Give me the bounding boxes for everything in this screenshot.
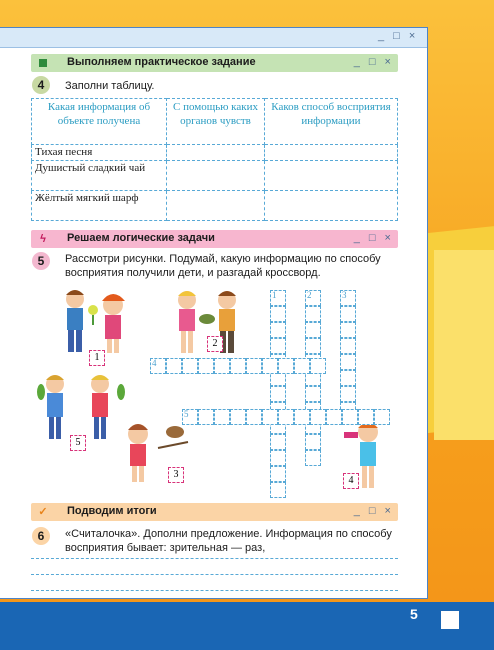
task-4-number: 4 [32, 76, 50, 94]
task-5-instruction: Рассмотри рисунки. Подумай, какую информацию по способу восприятия получили дети, и разгадай кроссворд. [65, 253, 381, 279]
crossword-cell[interactable] [270, 450, 286, 466]
table-cell-empty[interactable] [265, 191, 398, 221]
task-6-number: 6 [32, 527, 50, 545]
crossword-number: 2 [307, 290, 312, 300]
table-header: Какая информация об объекте получена [32, 99, 167, 145]
section-summary-title: Подводим итоги [67, 505, 157, 517]
crossword-number: 3 [342, 290, 347, 300]
crossword-cell[interactable] [342, 409, 358, 425]
crossword-cell[interactable] [294, 358, 310, 374]
window-titlebar [0, 28, 427, 48]
picture-label: 3 [168, 467, 184, 483]
section-logic-controls[interactable]: _ □ × [353, 232, 394, 244]
table-cell-empty[interactable] [265, 145, 398, 161]
crossword-cell[interactable] [214, 409, 230, 425]
section-logic-title: Решаем логические задачи [67, 232, 215, 244]
lightning-icon: ϟ [40, 233, 46, 245]
textbook-window [0, 27, 428, 599]
crossword-cell[interactable] [340, 322, 356, 338]
crossword-cell[interactable] [278, 409, 294, 425]
crossword-cell[interactable] [270, 338, 286, 354]
crossword-cell[interactable] [340, 370, 356, 386]
table-header: С помощью каких органов чувств [167, 99, 265, 145]
section-summary [31, 503, 398, 521]
crossword-cell[interactable] [270, 434, 286, 450]
checkmark-icon: ✓ [38, 506, 48, 518]
task-5-number: 5 [32, 252, 50, 270]
crossword-number: 1 [272, 290, 277, 300]
crossword-cell[interactable] [246, 358, 262, 374]
crossword-cell[interactable] [166, 358, 182, 374]
table-header: Каков способ восприятия информации [265, 99, 398, 145]
picture-label: 2 [207, 336, 223, 352]
task-6-text: «Считалочка». Дополни предложение. Информация по способу восприятия бывает: зрительная — раз, [65, 528, 392, 554]
crossword-cell[interactable] [305, 338, 321, 354]
crossword-cell[interactable] [230, 358, 246, 374]
crossword-cell[interactable] [305, 450, 321, 466]
picture-label: 4 [343, 473, 359, 489]
children-smelling-flowers-illustration [45, 285, 155, 360]
crossword-cell[interactable] [305, 434, 321, 450]
answer-line[interactable] [31, 590, 398, 591]
page-square-marker [441, 611, 459, 629]
crossword-cell[interactable] [310, 409, 326, 425]
crossword-cell[interactable] [198, 409, 214, 425]
crossword-cell[interactable] [326, 409, 342, 425]
crossword-cell[interactable] [374, 409, 390, 425]
crossword-number: 5 [184, 409, 189, 419]
table-cell-empty[interactable] [265, 161, 398, 191]
picture-label: 5 [70, 435, 86, 451]
answer-line[interactable] [31, 574, 398, 575]
crossword-cell[interactable] [358, 409, 374, 425]
table-row-label: Душистый сладкий чай [32, 161, 167, 191]
crossword-cell[interactable] [182, 358, 198, 374]
table-cell-empty[interactable] [167, 161, 265, 191]
square-icon [37, 57, 49, 69]
section-summary-controls[interactable]: _ □ × [353, 505, 394, 517]
section-logic [31, 230, 398, 248]
page-number: 5 [410, 606, 418, 622]
crossword-cell[interactable] [305, 322, 321, 338]
crossword-cell[interactable] [310, 358, 326, 374]
crossword-cell[interactable] [278, 358, 294, 374]
task-4-instruction: Заполни таблицу. [65, 80, 155, 92]
crossword-cell[interactable] [340, 338, 356, 354]
table-cell-empty[interactable] [167, 191, 265, 221]
section-practical-controls[interactable]: _ □ × [353, 56, 394, 68]
section-practical-title: Выполняем практическое задание [67, 56, 256, 68]
crossword-cell[interactable] [270, 322, 286, 338]
crossword-cell[interactable] [214, 358, 230, 374]
section-practical [31, 54, 398, 72]
crossword-cell[interactable] [305, 386, 321, 402]
crossword-cell[interactable] [198, 358, 214, 374]
crossword-cell[interactable] [270, 482, 286, 498]
bottom-bar [0, 602, 494, 650]
crossword-cell[interactable] [340, 386, 356, 402]
crossword-cell[interactable] [230, 409, 246, 425]
crossword-cell[interactable] [305, 306, 321, 322]
crossword-cell[interactable] [340, 306, 356, 322]
crossword-cell[interactable] [294, 409, 310, 425]
crossword-cell[interactable] [262, 409, 278, 425]
crossword-cell[interactable] [270, 466, 286, 482]
crossword-cell[interactable] [246, 409, 262, 425]
crossword-number: 4 [152, 358, 157, 368]
table-row-label: Тихая песня [32, 145, 167, 161]
crossword-cell[interactable] [270, 386, 286, 402]
picture-label: 1 [89, 350, 105, 366]
book-tab-decoration-light [434, 250, 494, 440]
info-table [31, 98, 398, 221]
window-controls[interactable]: _ □ × [378, 30, 419, 42]
table-row-label: Жёлтый мягкий шарф [32, 191, 167, 221]
crossword-cell[interactable] [270, 306, 286, 322]
crossword-cell[interactable] [262, 358, 278, 374]
answer-line[interactable] [31, 558, 398, 559]
crossword-cell[interactable] [340, 354, 356, 370]
table-cell-empty[interactable] [167, 145, 265, 161]
